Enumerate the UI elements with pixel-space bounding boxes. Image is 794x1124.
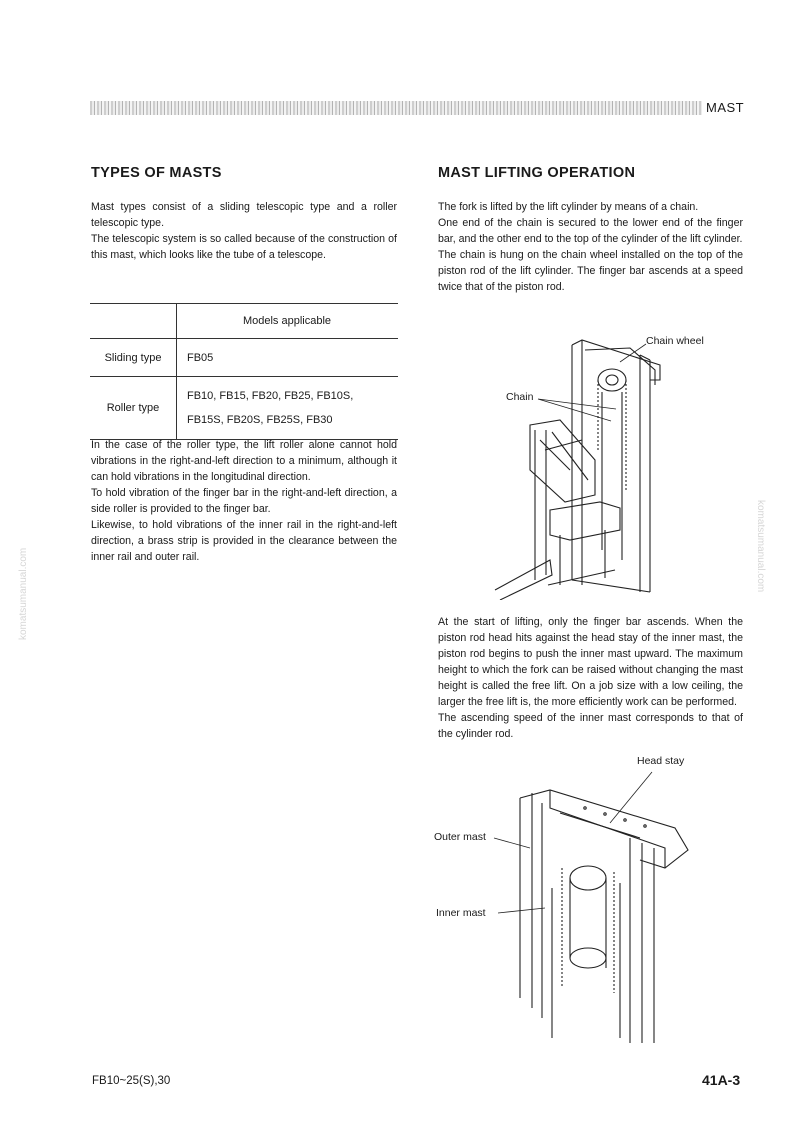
intro-paragraph: Mast types consist of a sliding telescopic type and a roller telescopic type. [91, 201, 397, 229]
table-header-models: Models applicable [177, 304, 399, 339]
chain-wheel-figure [490, 330, 690, 600]
table-header-blank [90, 304, 177, 339]
mast-type-cell: Roller type [90, 377, 177, 440]
models-cell [177, 377, 399, 440]
section-title: MAST [706, 100, 745, 115]
models-cell: FB05 [177, 339, 399, 377]
watermark-right: komatsumanual.com [755, 500, 766, 593]
body-paragraph: The ascending speed of the inner mast corresponds to that of the cylinder rod. [438, 712, 743, 740]
head-stay-figure [490, 768, 700, 1048]
body-paragraph: In the case of the roller type, the lift roller alone cannot hold vibrations in the right-and-left direction to a minimum, although it can hold vibrations in the longitudinal direction. [91, 439, 397, 483]
body-paragraph: At the start of lifting, only the finger bar ascends. When the piston rod head hits against the head stay of the inner mast, the piston rod begins to push the inner mast upward. The maximum height to which the fork can be raised without changing the mast height is called the free lift. On a job size with a low ceiling, the larger the free lift is, the more efficiently work can be performed. [438, 616, 743, 708]
chain-wheel-label: Chain wheel [646, 335, 704, 347]
mast-lifting-heading: MAST LIFTING OPERATION [438, 165, 636, 181]
mast-type-cell: Sliding type [90, 339, 177, 377]
table-row [90, 339, 398, 377]
body-paragraph: Likewise, to hold vibrations of the inner rail in the right-and-left direction, a brass strip is provided in the clearance between the inner rail and outer rail. [91, 519, 397, 563]
lifting-para-2 [438, 614, 743, 742]
page-number: 41A-3 [702, 1072, 741, 1088]
types-intro [91, 199, 397, 263]
chain-leader [536, 395, 626, 425]
models-table [90, 303, 398, 440]
models-line: FB10, FB15, FB20, FB25, FB10S, [187, 390, 354, 402]
header-rule [90, 101, 702, 115]
models-line: FB15S, FB20S, FB25S, FB30 [187, 414, 333, 426]
table-row [90, 377, 398, 440]
body-paragraph: The chain is hung on the chain wheel installed on the top of the piston rod of the lift cylinder. The finger bar ascends at a speed twice that of the piston rod. [438, 249, 743, 293]
footer-model: FB10~25(S),30 [92, 1075, 171, 1087]
watermark-left: komatsumanual.com [18, 547, 29, 640]
body-paragraph: The fork is lifted by the lift cylinder by means of a chain. [438, 201, 699, 213]
roller-body [91, 437, 397, 565]
head-stay-label: Head stay [637, 755, 685, 767]
outer-mast-label: Outer mast [434, 831, 486, 843]
inner-mast-label: Inner mast [436, 907, 486, 919]
chain-label: Chain [506, 391, 534, 403]
body-paragraph: To hold vibration of the finger bar in the right-and-left direction, a side roller is provided to the finger bar. [91, 487, 397, 515]
body-paragraph: One end of the chain is secured to the lower end of the finger bar, and the other end to the top of the cylinder of the lift cylinder. [438, 217, 743, 245]
lifting-para-1 [438, 199, 743, 295]
chain-wheel-leader [600, 340, 650, 370]
intro-paragraph: The telescopic system is so called because of the construction of this mast, which looks like the tube of a telescope. [91, 233, 397, 261]
types-of-masts-heading: TYPES OF MASTS [91, 165, 222, 181]
